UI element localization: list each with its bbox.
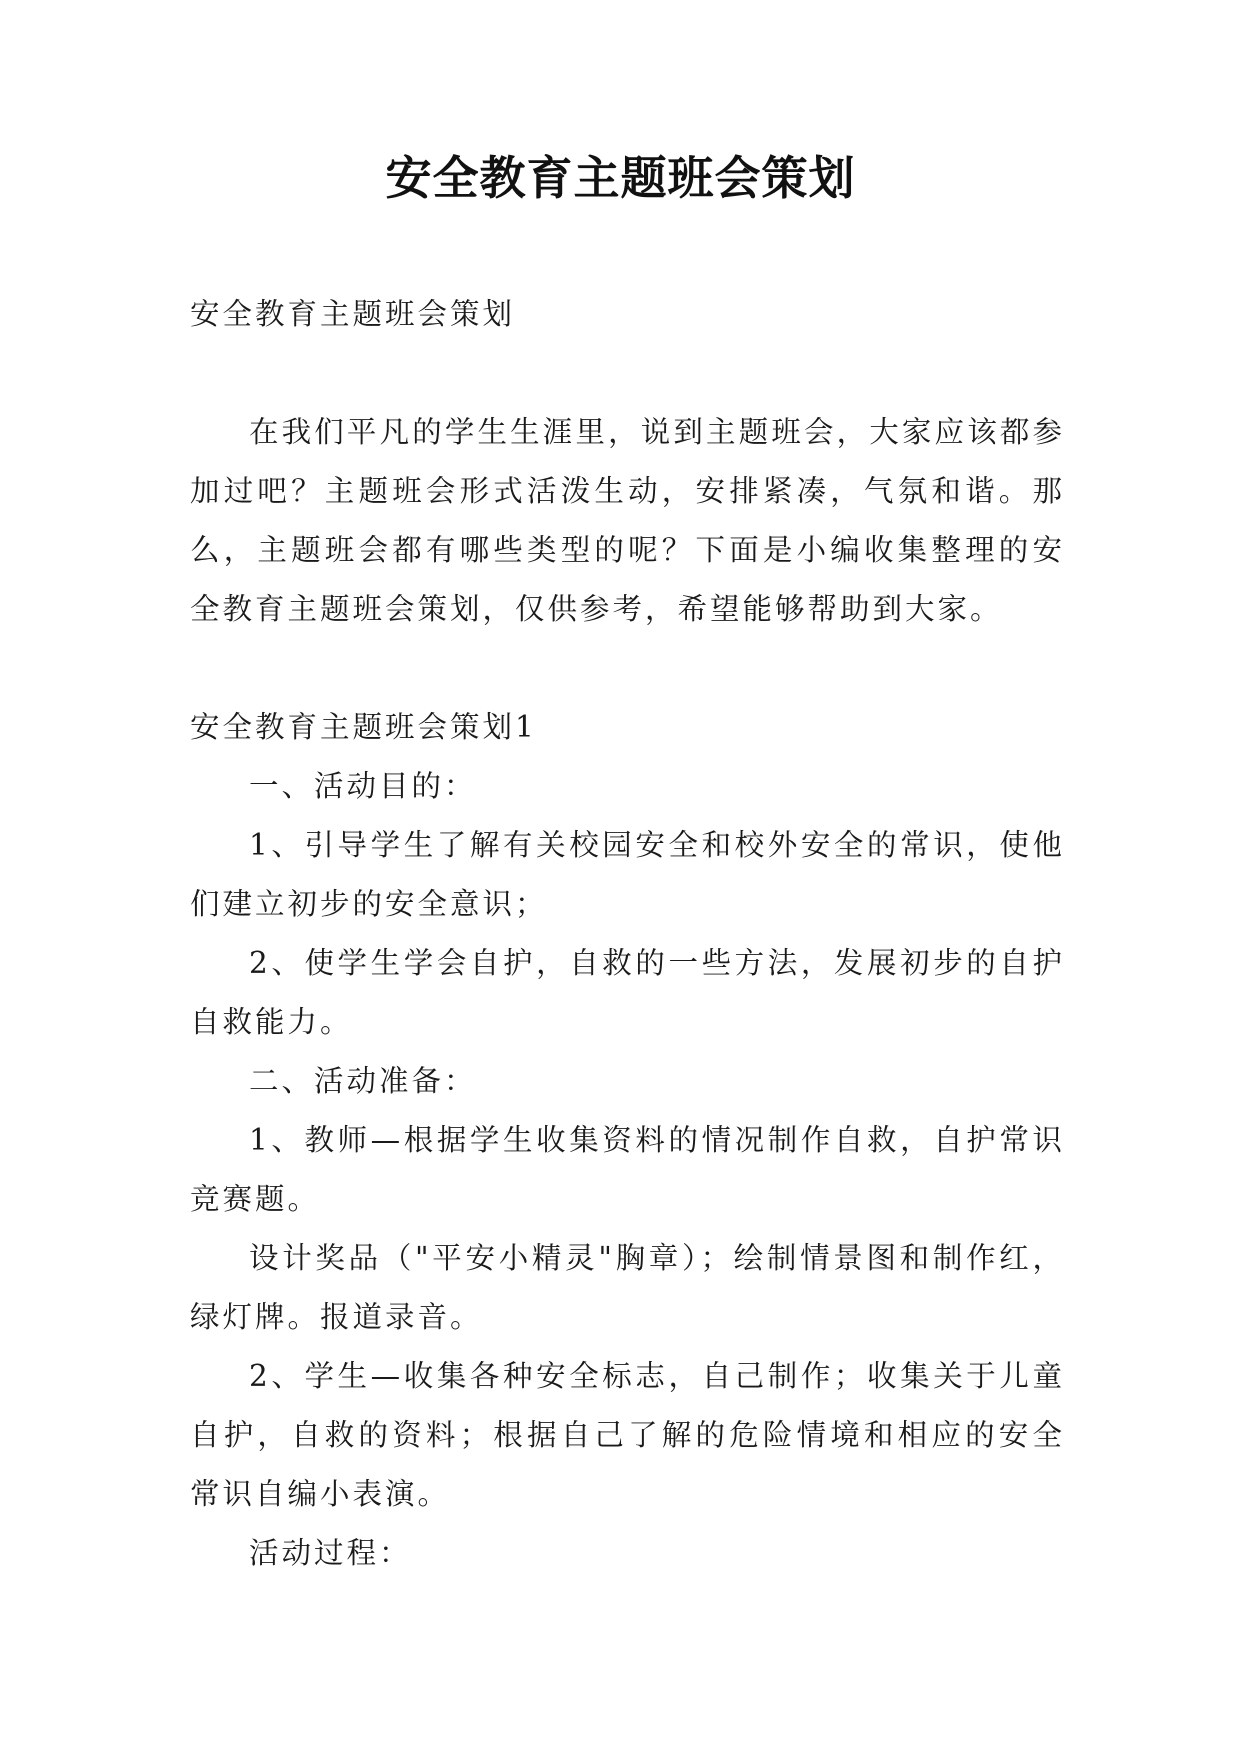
body-paragraph: 2、学生—收集各种安全标志，自己制作；收集关于儿童自护，自救的资料；根据自己了解的危险情境和相应的安全常识自编小表演。 xyxy=(190,1359,1065,1511)
document-body xyxy=(190,285,1065,1583)
body-paragraph: 活动过程： xyxy=(249,1536,412,1570)
body-paragraph: 1、引导学生了解有关校园安全和校外安全的常识，使他们建立初步的安全意识； xyxy=(190,828,1065,921)
body-paragraph: 一、活动目的： xyxy=(249,769,477,803)
body-paragraph: 1、教师—根据学生收集资料的情况制作自救，自护常识竞赛题。 xyxy=(190,1123,1065,1216)
intro-paragraph: 在我们平凡的学生生涯里，说到主题班会，大家应该都参加过吧？主题班会形式活泼生动，安排紧凑，气氛和谐。那么，主题班会都有哪些类型的呢？下面是小编收集整理的安全教育主题班会策划，仅供参考，希望能够帮助到大家。 xyxy=(190,415,1065,626)
body-paragraph: 二、活动准备： xyxy=(249,1064,477,1098)
body-paragraph: 设计奖品（"平安小精灵"胸章）；绘制情景图和制作红，绿灯牌。报道录音。 xyxy=(190,1241,1065,1334)
body-paragraph: 2、使学生学会自护，自救的一些方法，发展初步的自护自救能力。 xyxy=(190,946,1065,1039)
section-heading: 安全教育主题班会策划1 xyxy=(190,710,537,744)
subtitle-line: 安全教育主题班会策划 xyxy=(190,297,516,331)
document-title: 安全教育主题班会策划 xyxy=(385,151,856,205)
